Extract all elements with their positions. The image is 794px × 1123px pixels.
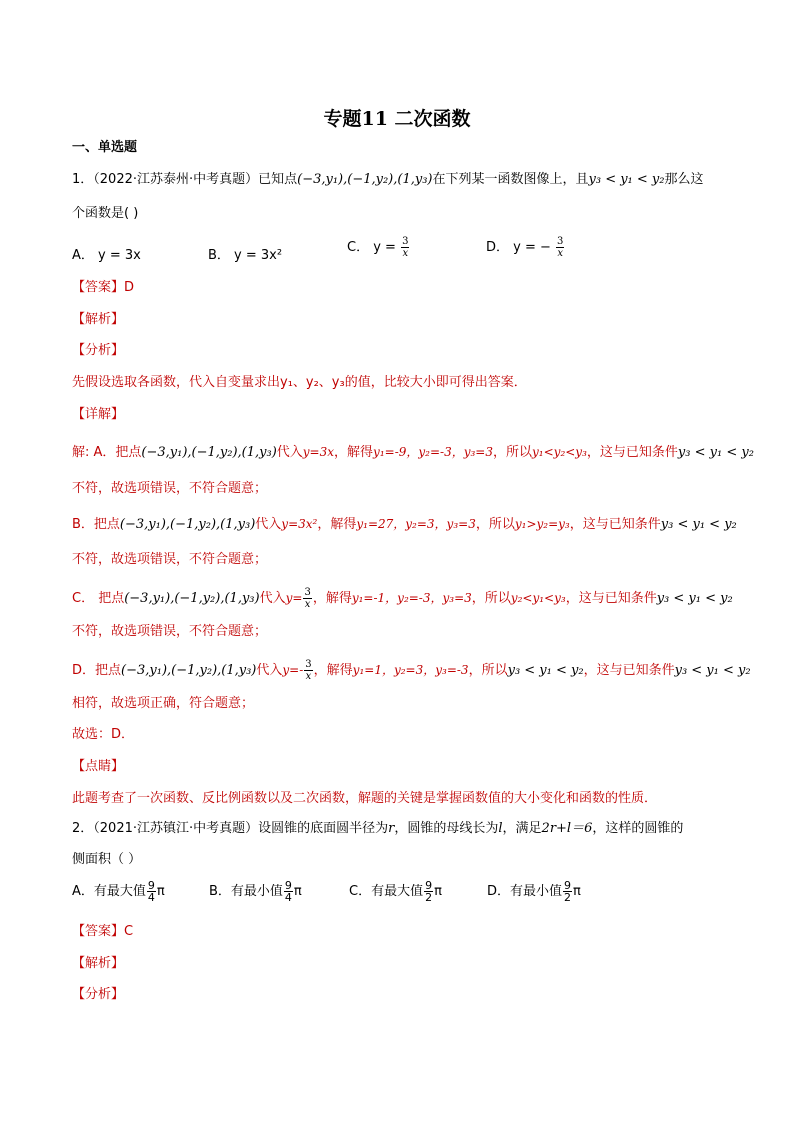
q2-fenxi-tag: 【分析】 <box>72 987 125 1002</box>
q1-option-b: B． y = 3x² <box>208 248 283 263</box>
fraction: $\frac{3}{x}$ <box>557 236 564 259</box>
q1-fenxi-tag: 【分析】 <box>72 343 125 358</box>
q1-stem-line2: 个函数是( ) <box>72 206 139 221</box>
q1-xiangjie-tag: 【详解】 <box>72 407 125 422</box>
q2-stem-line1: 2．（2021·江苏镇江·中考真题）设圆锥的底面圆半径为r，圆锥的母线长为l，满足2r+l＝6，这样的圆锥的 <box>72 821 684 836</box>
q1-detail-a-line2: 不符，故选项错误，不符合题意； <box>72 481 268 496</box>
q2-option-c: C．有最大值 $\frac{9}{2}$ π <box>349 879 442 904</box>
page-title: 专题11 二次函数 <box>323 108 471 130</box>
q1-answer-value: D <box>124 280 135 295</box>
q1-detail-b: B．把点(−3,y₁),(−1,y₂),(1,y₃)代入y=3x²，解得y₁=27，y₂=3，y₃=3，所以y₁>y₂=y₃，这与已知条件y₃ < y₁ < y₂ <box>72 517 737 532</box>
q2-answer-value: C <box>124 924 134 939</box>
q1-comment: 此题考查了一次函数、反比例函数以及二次函数，解题的关键是掌握函数值的大小变化和函数的性质． <box>72 791 658 806</box>
section-heading: 一、单选题 <box>72 140 138 155</box>
fraction: $\frac{3}{x}$ <box>402 236 409 259</box>
q1-detail-a: 解: A．把点(−3,y₁),(−1,y₂),(1,y₃)代入y=3x，解得y₁=-9，y₂=-3，y₃=3，所以y₁<y₂<y₃，这与已知条件y₃ < y₁ < y₂ <box>72 445 754 460</box>
q1-condition: y₃ < y₁ < y₂ <box>588 172 665 187</box>
q1-detail-c-line2: 不符，故选项错误，不符合题意； <box>72 624 268 639</box>
q1-analysis: 先假设选取各函数，代入自变量求出y₁、y₂、y₃的值，比较大小即可得出答案． <box>72 375 527 390</box>
q1-detail-b-line2: 不符，故选项错误，不符合题意； <box>72 552 268 567</box>
q1-option-a: A． y = 3x <box>72 248 141 263</box>
q1-answer: 【答案】D <box>72 280 135 295</box>
q2-option-a: A．有最大值 $\frac{9}{4}$ π <box>72 879 165 904</box>
q1-detail-d-line2: 相符，故选项正确，符合题意； <box>72 696 255 711</box>
q2-answer: 【答案】C <box>72 924 134 939</box>
q2-stem-line2: 侧面积（ ） <box>72 852 142 867</box>
q1-final-choice: 故选：D． <box>72 727 135 742</box>
q1-option-c: C． y = $\frac{3}{x}$ <box>347 236 409 259</box>
q1-option-d: D． y = − $\frac{3}{x}$ <box>486 236 564 259</box>
q1-dianjing-tag: 【点睛】 <box>72 759 125 774</box>
q1-points: (−3,y₁),(−1,y₂),(1,y₃) <box>297 172 433 187</box>
q2-option-d: D．有最小值 $\frac{9}{2}$ π <box>487 879 581 904</box>
q2-option-b: B．有最小值 $\frac{9}{4}$ π <box>209 879 302 904</box>
q1-jiexi-tag: 【解析】 <box>72 312 125 327</box>
q1-stem-line1: 1．（2022·江苏泰州·中考真题）已知点(−3,y₁),(−1,y₂),(1,y₃)在下列某一函数图像上，且y₃ < y₁ < y₂那么这 <box>72 172 704 187</box>
q2-jiexi-tag: 【解析】 <box>72 956 125 971</box>
q1-detail-c: C． 把点(−3,y₁),(−1,y₂),(1,y₃)代入y= $\frac{3}{x}$ ，解得y₁=-1，y₂=-3，y₃=3，所以y₂<y₁<y₃，这与已知条件y₃ < y₁ < y₂ <box>72 587 733 610</box>
q1-detail-d: D．把点(−3,y₁),(−1,y₂),(1,y₃)代入y=- $\frac{3}{x}$ ，解得y₁=1，y₂=3，y₃=-3，所以y₃ < y₁ < y₂，这与已知条件y₃ < y₁ < y₂ <box>72 659 751 682</box>
